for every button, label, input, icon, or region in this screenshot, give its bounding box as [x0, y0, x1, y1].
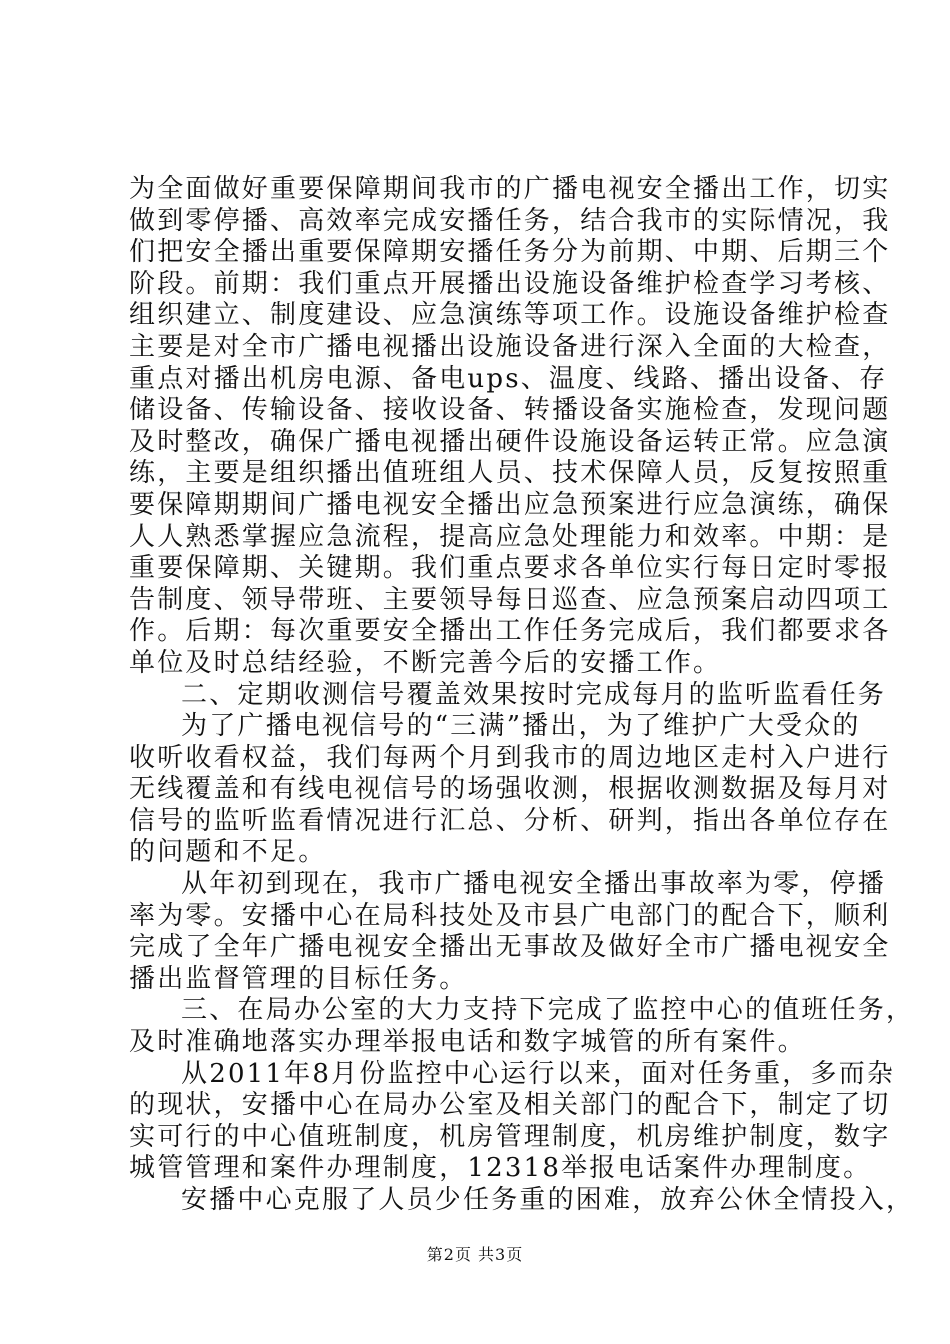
text-line: 组织建立、制度建设、应急演练等项工作。设施设备维护检查 [129, 300, 891, 331]
text-line: 重要保障期、关键期。我们重点要求各单位实行每日定时零报 [129, 553, 891, 584]
text-line: 阶段。前期：我们重点开展播出设施设备维护检查学习考核、 [129, 268, 891, 299]
text-line: 告制度、领导带班、主要领导每日巡查、应急预案启动四项工 [129, 584, 891, 615]
page-footer: 第2页 共3页 [426, 1245, 524, 1264]
text-line: 的问题和不足。 [129, 837, 327, 868]
document-body [129, 174, 915, 1217]
text-line: 人人熟悉掌握应急流程，提高应急处理能力和效率。中期：是 [129, 521, 891, 552]
text-line: 三、在局办公室的大力支持下完成了监控中心的值班任务， [181, 995, 915, 1026]
text-line: 从2011年8月份监控中心运行以来，面对任务重，多而杂 [181, 1058, 896, 1089]
text-line: 单位及时总结经验，不断完善今后的安播工作。 [129, 647, 722, 678]
text-line: 们把安全播出重要保障期安播任务分为前期、中期、后期三个 [129, 237, 891, 268]
text-line: 做到零停播、高效率完成安播任务，结合我市的实际情况，我 [129, 205, 891, 236]
text-line: 二、定期收测信号覆盖效果按时完成每月的监听监看任务 [181, 679, 887, 710]
text-line: 的现状，安播中心在局办公室及相关部门的配合下，制定了切 [129, 1090, 891, 1121]
text-line: 收听收看权益，我们每两个月到我市的周边地区走村入户进行 [129, 742, 891, 773]
text-line: 作。后期：每次重要安全播出工作任务完成后，我们都要求各 [129, 616, 891, 647]
text-line: 从年初到现在，我市广播电视安全播出事故率为零，停播 [181, 869, 887, 900]
text-line: 主要是对全市广播电视播出设施设备进行深入全面的大检查， [129, 331, 891, 362]
text-line: 重点对播出机房电源、备电ups、温度、线路、播出设备、存 [129, 363, 888, 394]
text-line: 完成了全年广播电视安全播出无事故及做好全市广播电视安全 [129, 932, 891, 963]
text-line: 为全面做好重要保障期间我市的广播电视安全播出工作，切实 [129, 174, 891, 204]
text-line: 及时整改，确保广播电视播出硬件设施设备运转正常。应急演 [129, 426, 891, 457]
text-line: 要保障期期间广播电视安全播出应急预案进行应急演练，确保 [129, 489, 891, 520]
text-line: 城管管理和案件办理制度，12318举报电话案件办理制度。 [129, 1153, 872, 1184]
text-line: 播出监督管理的目标任务。 [129, 963, 468, 994]
text-line: 无线覆盖和有线电视信号的场强收测，根据收测数据及每月对 [129, 774, 891, 805]
text-line: 储设备、传输设备、接收设备、转播设备实施检查，发现问题 [129, 395, 891, 426]
text-line: 练，主要是组织播出值班组人员、技术保障人员，反复按照重 [129, 458, 891, 489]
text-line: 安播中心克服了人员少任务重的困难，放弃公休全情投入， [181, 1185, 915, 1215]
text-line: 率为零。安播中心在局科技处及市县广电部门的配合下，顺利 [129, 900, 891, 931]
text-line: 实可行的中心值班制度，机房管理制度，机房维护制度，数字 [129, 1121, 891, 1152]
text-line: 为了广播电视信号的“三满”播出，为了维护广大受众的 [181, 711, 861, 742]
text-line: 及时准确地落实办理举报电话和数字城管的所有案件。 [129, 1027, 806, 1058]
text-line: 信号的监听监看情况进行汇总、分析、研判，指出各单位存在 [129, 805, 891, 836]
